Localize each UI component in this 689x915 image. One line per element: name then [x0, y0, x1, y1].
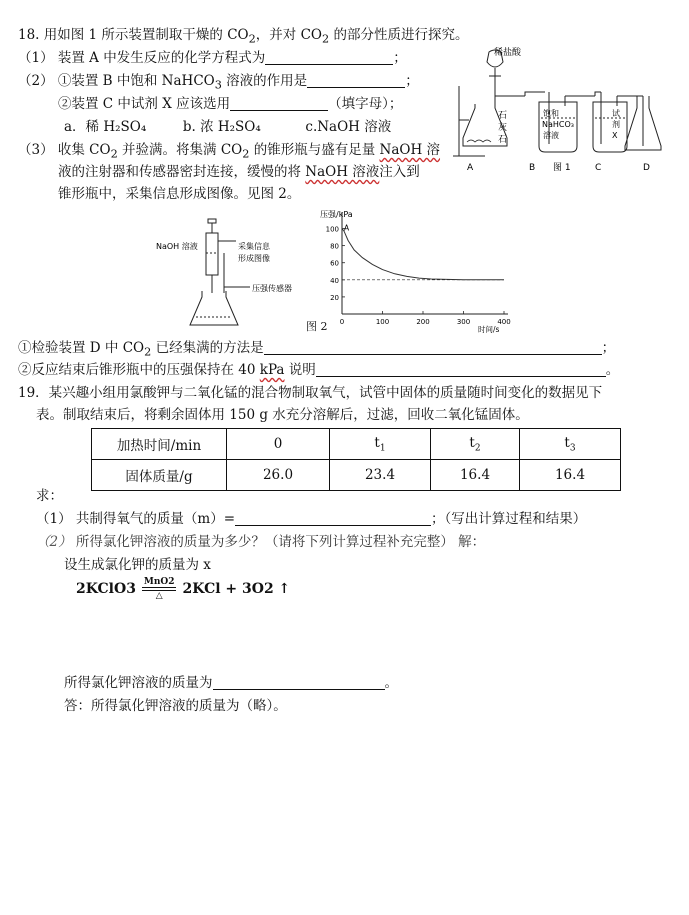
sub-label: （1） [36, 511, 72, 527]
table-cell: 26.0 [227, 460, 330, 491]
x-tick-label: 300 [456, 318, 471, 326]
q18-part3-line1 [18, 141, 440, 164]
sub-2b: 2 [322, 32, 330, 46]
table-row [92, 460, 621, 491]
table-cell: 16.4 [431, 460, 520, 491]
x-tick-label: 400 [497, 318, 511, 326]
figure-1-caption: 图 1 [553, 163, 571, 173]
q19-sub1 [36, 510, 586, 528]
option-c: c.NaOH 溶液 [305, 119, 392, 135]
y-tick-label: 40 [330, 276, 339, 285]
sub-2b: 2 [242, 147, 250, 161]
syringe-setup [190, 219, 250, 325]
equation-right: 2KCl + 3O2 ↑ [182, 581, 291, 597]
part-text: ①装置 B 中饱和 NaHCO [57, 73, 215, 89]
wavy-kpa: kPa [259, 362, 285, 378]
sub-text: ②反应结束后锥形瓶中的压强保持在 40 [18, 362, 260, 378]
b-label-3: 溶液 [543, 131, 559, 140]
table-cell: $t_3$ [520, 429, 621, 460]
table-row [92, 429, 621, 460]
answer-blank[interactable] [316, 362, 606, 377]
letter-b: B [529, 163, 536, 173]
y-axis-label: 压强/kPa [320, 210, 353, 219]
part-text: 收集 CO [57, 142, 111, 158]
sensor-label: 压强传感器 [252, 284, 292, 293]
q18-part1 [18, 49, 407, 67]
q18-part3-line3 [58, 185, 300, 203]
part-text-3: 的锥形瓶与盛有足量 [249, 142, 380, 158]
part-text-2: （填字母）； [328, 96, 403, 112]
catalyst-label: MnO2 [143, 577, 175, 587]
answer-blank[interactable] [230, 96, 328, 111]
pressure-line [342, 229, 504, 280]
equation-left: 2KClO3 [76, 581, 136, 597]
result-text: 所得氯化钾溶液的质量为 [64, 675, 213, 691]
q18-intro-text: 18. 用如图 1 所示装置制取干燥的 CO [18, 27, 249, 43]
mass-table [91, 428, 621, 491]
period: 。 [384, 675, 398, 691]
collect-label-2: 形成图像 [238, 254, 270, 263]
letter-a: A [467, 163, 474, 173]
y-tick-label: 60 [330, 259, 339, 268]
chart-axes [326, 212, 511, 326]
part-label: （1） [18, 50, 54, 66]
answer-blank[interactable] [235, 511, 431, 526]
c-label-1: 试 [612, 109, 620, 118]
semicolon: ； [405, 73, 419, 89]
q18-part2-item2 [58, 95, 402, 113]
letter-c: C [595, 163, 602, 173]
q18-sub2 [18, 361, 619, 379]
part-text-2: 注入到 [379, 164, 420, 180]
option-b: b. 浓 H₂SO₄ [182, 119, 261, 135]
sub-text-2: 已经集满的方法是 [151, 340, 264, 356]
answer-blank[interactable] [264, 340, 602, 355]
chart-series [342, 224, 504, 280]
figure-1-apparatus [445, 46, 670, 176]
period: 。 [605, 362, 620, 378]
q19-sub2 [36, 533, 485, 551]
collect-label-1: 采集信息 [238, 242, 270, 251]
b-label-1: 饱和 [543, 109, 559, 118]
q19-answer: 答：所得氯化钾溶液的质量为（略）。 [64, 698, 287, 714]
sub-text: 共制得氧气的质量（m）= [75, 511, 236, 527]
x-tick-label: 0 [339, 318, 345, 326]
wavy-naoh-solution: NaOH 溶液 [305, 164, 380, 180]
q18-intro [18, 26, 468, 49]
x-tick-label: 200 [416, 318, 430, 326]
sub-text: ①检验装置 D 中 CO [18, 340, 145, 356]
heat-label: △ [155, 591, 163, 601]
c-label-2: 剂 [612, 120, 620, 129]
q18-options [64, 118, 391, 136]
start-point-label: A [344, 223, 350, 233]
naoh-label: NaOH 溶液 [156, 242, 198, 251]
table-cell: $t_1$ [330, 429, 431, 460]
table-header-time: 加热时间/min [92, 429, 227, 460]
acid-label: 稀盐酸 [494, 48, 522, 58]
sub-label: （2） [36, 534, 72, 550]
part-text: ②装置 C 中试剂 X 应该选用 [58, 96, 231, 112]
table-cell: 0 [227, 429, 330, 460]
pressure-chart [318, 206, 518, 336]
q18-intro-text-2: ，并对 CO [255, 27, 322, 43]
sub-tail: ；（写出计算过程和结果） [431, 511, 587, 527]
q19-result [64, 674, 398, 692]
q18-intro-text-3: 的部分性质进行探究。 [329, 27, 469, 43]
q18-part2-item1 [18, 72, 419, 95]
answer-blank[interactable] [265, 50, 393, 65]
answer-blank[interactable] [213, 675, 385, 690]
apparatus-d [625, 96, 661, 150]
q19-assume: 设生成氯化钾的质量为 x [64, 557, 211, 573]
part-text-2: 溶液的作用是 [221, 73, 308, 89]
sub-2: 2 [248, 32, 256, 46]
x-axis-label: 时间/s [478, 325, 500, 334]
part-text: 锥形瓶中，采集信息形成图像。见图 2。 [58, 186, 301, 202]
table-cell: $t_2$ [431, 429, 520, 460]
figure-2-apparatus [150, 213, 310, 333]
y-tick-label: 100 [325, 225, 339, 234]
apparatus-a [453, 50, 525, 156]
x-tick-label: 100 [375, 318, 390, 326]
part-label: （3） [18, 142, 54, 158]
stone-label-2: 灰 [498, 123, 508, 133]
stone-label-3: 石 [498, 135, 508, 145]
sub-2: 2 [110, 147, 118, 161]
sub-3: 3 [214, 78, 222, 92]
answer-blank[interactable] [307, 73, 405, 88]
figure-2-caption: 图 2 [306, 320, 328, 333]
wavy-naoh: NaOH 溶 [379, 142, 441, 158]
semicolon: ； [601, 340, 616, 356]
q18-sub1 [18, 339, 615, 362]
q19-ask: 求： [36, 488, 63, 504]
letter-d: D [643, 163, 650, 173]
b-label-2: NaHCO₃ [542, 120, 574, 129]
sub-text: 所得氯化钾溶液的质量为多少？（请将下列计算过程补充完整） 解： [75, 534, 486, 550]
table-cell: 16.4 [520, 460, 621, 491]
q18-part3-line2 [58, 163, 420, 181]
sub-2: 2 [144, 345, 152, 359]
stone-label-1: 石 [498, 111, 508, 121]
q19-intro-line1: 19．某兴趣小组用氯酸钾与二氧化锰的混合物制取氧气，试管中固体的质量随时间变化的数据见下 [18, 385, 603, 401]
part-text: 液的注射器和传感器密封连接，缓慢的将 [58, 164, 306, 180]
part-text: 装置 A 中发生反应的化学方程式为 [57, 50, 266, 66]
table-header-mass: 固体质量/g [92, 460, 227, 491]
option-a: a．稀 H₂SO₄ [64, 119, 147, 135]
q19-intro-line2: 表。制取结束后，将剩余固体用 150 g 水充分溶解后，过滤，回收二氧化锰固体。 [36, 407, 529, 423]
part-label: （2） [18, 73, 54, 89]
y-tick-label: 80 [330, 242, 339, 251]
c-label-3: X [612, 131, 618, 140]
part-text-2: 并验满。将集满 CO [117, 142, 243, 158]
chemical-equation [76, 577, 290, 605]
semicolon: ； [393, 50, 407, 66]
equation-condition [142, 577, 176, 601]
sub-text-2: 说明 [284, 362, 316, 378]
y-tick-label: 20 [330, 293, 339, 302]
table-cell: 23.4 [330, 460, 431, 491]
